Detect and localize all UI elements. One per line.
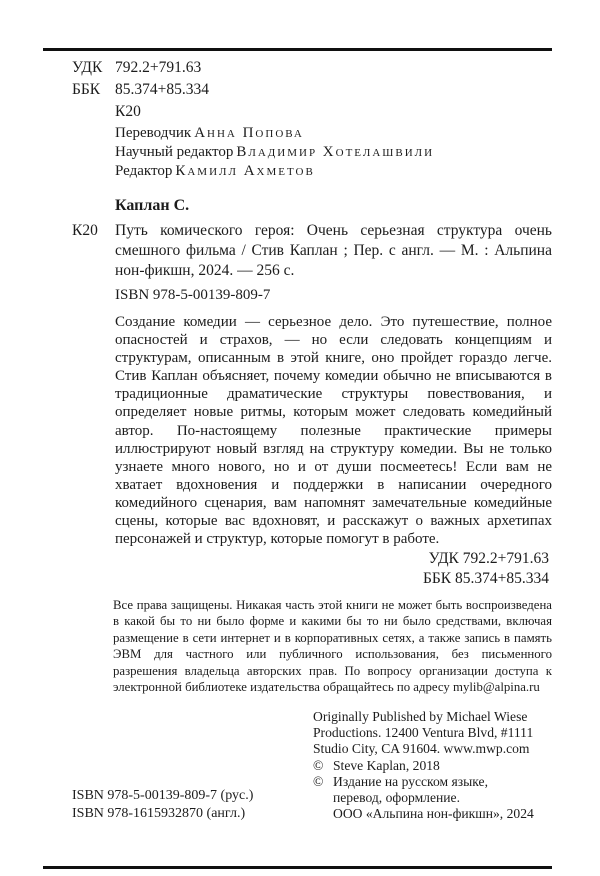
copyright-text-line: Издание на русском языке, bbox=[333, 773, 488, 789]
catalog-isbn: ISBN 978-5-00139-809-7 bbox=[115, 287, 271, 303]
copyright-icon: © bbox=[313, 773, 324, 789]
credit-science-editor bbox=[115, 143, 434, 162]
isbn-russian: ISBN 978-5-00139-809-7 (рус.) bbox=[72, 788, 254, 803]
credit-name: Камилл Ахметов bbox=[175, 163, 315, 179]
author-code: К20 bbox=[115, 103, 141, 120]
credit-role: Переводчик bbox=[115, 125, 192, 141]
bbk-value: 85.374+85.334 bbox=[115, 81, 209, 98]
author-code-row bbox=[72, 101, 209, 123]
rights-notice: Все права защищены. Никакая часть этой книги не может быть воспроизведена в какой бы то ни было форме и какими бы то ни было средствами, включая размещение в сети интернет и в корпоративных сетях, а также запись в память ЭВМ для частного или публичного использования, без письменного разрешения владельца авторских прав. По вопросу организации доступа к электронной библиотеке издательства обращайтесь по адресу mylib@alpina.ru bbox=[113, 598, 552, 695]
copyright-text-line: ООО «Альпина нон-фикшн», 2024 bbox=[333, 806, 534, 822]
catalog-record: Путь комического героя: Очень серьезная структура очень смешного фильма / Стив Каплан ; Пер. с англ. — М. : Альпина нон-фикшн, 2024. — 256 с. bbox=[115, 222, 552, 279]
bbk-right: ББК 85.374+85.334 bbox=[422, 570, 549, 587]
udk-row bbox=[72, 57, 209, 79]
copyright-russian-edition bbox=[313, 774, 565, 823]
credit-name: Анна Попова bbox=[194, 125, 304, 141]
credit-editor bbox=[115, 162, 434, 181]
bottom-rule bbox=[43, 866, 552, 869]
author-code-spacer bbox=[72, 101, 115, 123]
copyright-text: Steve Kaplan, 2018 bbox=[333, 757, 440, 773]
credits-block bbox=[115, 124, 434, 181]
bbk-label: ББК bbox=[72, 81, 101, 98]
credit-name: Владимир Хотелашвили bbox=[236, 144, 435, 160]
catalog-record-row bbox=[72, 221, 552, 281]
catalog-code: К20 bbox=[72, 222, 98, 239]
classification-right bbox=[115, 549, 549, 589]
publisher-line: Productions. 12400 Ventura Blvd, #1111 bbox=[313, 725, 534, 741]
copyright-icon: © bbox=[313, 757, 324, 773]
top-rule bbox=[43, 48, 552, 51]
isbn-english: ISBN 978-1615932870 (англ.) bbox=[72, 805, 246, 821]
copyright-original bbox=[313, 758, 565, 774]
credit-translator bbox=[115, 124, 434, 143]
isbn-footer bbox=[72, 787, 253, 822]
annotation-text: Создание комедии — серьезное дело. Это путешествие, полное опасностей и страхов, — но если следовать концепциям и структурам, описанным в этой книге, оно пройдет гораздо легче. Стив Каплан объясняет, почему комедии обычно не вписываются в традиционные драматические структуры повествования, и определяет новые ритмы, которым может следовать комедийный автор. По-настоящему полезные практические примеры иллюстрируют новый взгляд на структуру комедии. Вы не только узнаете много нового, но и от души посмеетесь! Если вам не хватает вдохновения и поддержки в написании очередного комедийного сценария, вам напомнят замечательные комедийные сцены, которые вас вдохновят, и расскажут о важных архетипах персонажей и структур, которые помогут в работе. bbox=[115, 314, 552, 548]
credit-role: Редактор bbox=[115, 163, 173, 179]
classification-head bbox=[72, 57, 209, 123]
publisher-line: Originally Published by Michael Wiese bbox=[313, 709, 528, 724]
udk-label: УДК bbox=[72, 59, 103, 76]
publisher-block bbox=[313, 709, 565, 822]
catalog-author: Каплан С. bbox=[115, 197, 190, 214]
credit-role: Научный редактор bbox=[115, 144, 234, 160]
copyright-text bbox=[333, 774, 534, 823]
publisher-line: Studio City, CA 91604. www.mwp.com bbox=[313, 741, 530, 757]
copyright-text-line: перевод, оформление. bbox=[333, 790, 460, 806]
udk-right: УДК 792.2+791.63 bbox=[428, 550, 549, 567]
udk-value: 792.2+791.63 bbox=[115, 59, 202, 76]
bbk-row bbox=[72, 79, 209, 101]
